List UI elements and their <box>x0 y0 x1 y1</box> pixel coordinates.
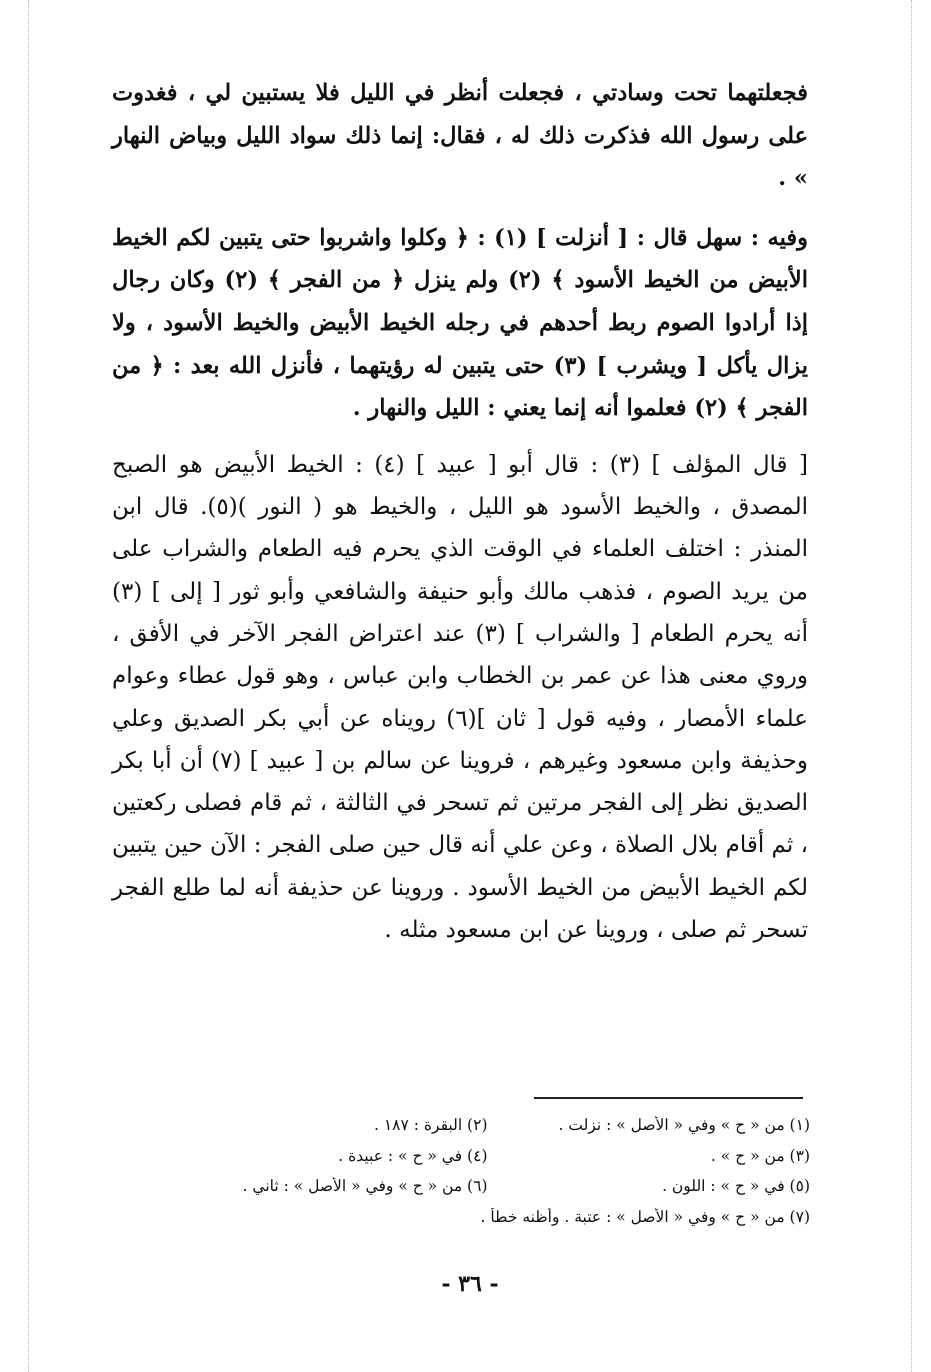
paragraph-sahl-narration: وفيه : سهل قال : [ أنزلت ] (١) : ﴿ وكلوا واشربوا حتى يتبين لكم الخيط الأبيض من الخيط الأسود ﴾ (٢) ولم ينزل ﴿ من الفجر ﴾ (٢) وكان رجال إذا أرادوا الصوم ربط أحدهم في رجله الخيط الأبيض والخيط الأسود ، ولا يزال يأكل [ ويشرب ] (٣) حتى يتبين له رؤيتهما ، فأنزل الله بعد : ﴿ من الفجر ﴾ (٢) فعلموا أنه إنما يعني : الليل والنهار . <box>112 224 809 422</box>
footnote-3: (٣) من « ح » . <box>710 1146 810 1165</box>
footnotes <box>165 1110 810 1232</box>
page-number: - ٣٦ - <box>441 1271 499 1297</box>
footnote-1: (١) من « ح » وفي « الأصل » : نزلت . <box>558 1116 810 1135</box>
footnote-4: (٤) في « ح » : عبيدة . <box>338 1146 488 1165</box>
paragraph-author-commentary: [ قال المؤلف ] (٣) : قال أبو [ عبيد ] (٤) : الخيط الأبيض هو الصبح المصدق ، والخيط الأسود هو الليل ، والخيط هو ( النور )(٥). قال ابن المنذر : اختلف العلماء في الوقت الذي يحرم فيه الطعام والشراب على من يريد الصوم ، فذهب مالك وأبو حنيفة والشافعي وأبو ثور [ إلى ] (٣) أنه يحرم الطعام [ والشراب ] (٣) عند اعتراض الفجر الآخر في الأفق ، وروي معنى هذا عن عمر بن الخطاب وابن عباس ، وهو قول عطاء وعوام علماء الأمصار ، وفيه قول [ ثان ](٦) رويناه عن أبي بكر الصديق وعلي وحذيفة وابن مسعود وغيرهم ، فروينا عن سالم بن [ عبيد ] (٧) أن أبا بكر الصديق نظر إلى الفجر مرتين ثم تسحر في الثالثة ، ثم قام فصلى ركعتين ، ثم أقام بلال الصلاة ، وعن علي أنه قال حين صلى الفجر : الآن حين يتبين لكم الخيط الأبيض من الخيط الأسود . وروينا عن حذيفة أنه لما طلع الفجر تسحر ثم صلى ، وروينا عن ابن مسعود مثله . <box>112 451 809 944</box>
scan-edge-right <box>911 0 912 1372</box>
footnote-separator <box>534 1097 803 1099</box>
footnote-5: (٥) في « ح » : اللون . <box>662 1177 810 1196</box>
footnote-row <box>165 1171 810 1202</box>
footnote-row <box>165 1110 810 1141</box>
main-text <box>112 72 808 951</box>
footnote-6: (٦) من « ح » وفي « الأصل » : ثاني . <box>242 1177 488 1196</box>
footnote-2: (٢) البقرة : ١٨٧ . <box>373 1116 488 1135</box>
scan-edge-left <box>28 0 29 1372</box>
footnote-7: (٧) من « ح » وفي « الأصل » : عتبة . وأظنه خطأ . <box>480 1207 810 1226</box>
footnote-row <box>165 1141 810 1172</box>
paragraph-hadith-ending: فجعلتهما تحت وسادتي ، فجعلت أنظر في الليل فلا يستبين لي ، فغدوت على رسول الله فذكرت ذلك له ، فقال: إنما ذلك سواد الليل وبياض النهار » . <box>112 80 808 192</box>
footnote-row <box>165 1202 810 1233</box>
